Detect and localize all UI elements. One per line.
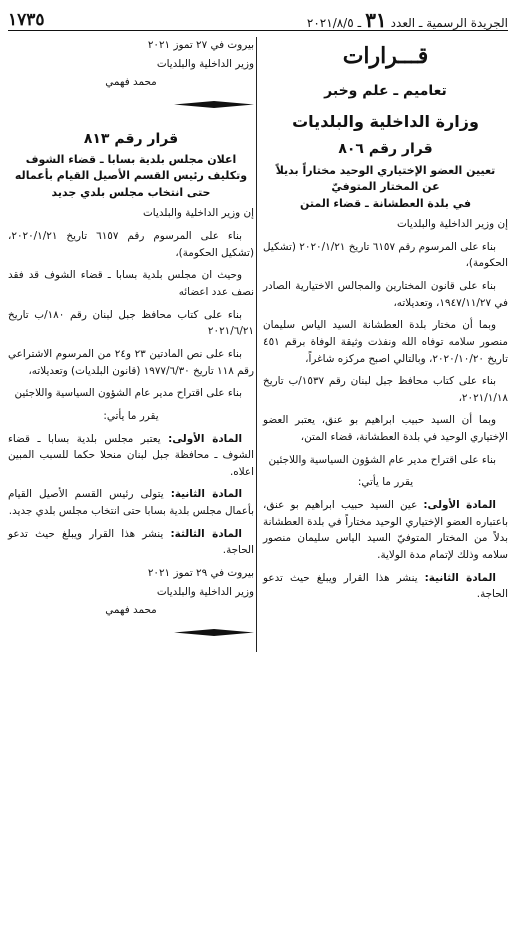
article-text: ينشر هذا القرار ويبلغ حيث تدعو الحاجة. [263, 571, 508, 601]
article [8, 526, 254, 559]
paragraph: بناء على قانون المختارين والمجالس الاختيارية الصادر في ١٩٤٧/١١/٢٧، وتعديلاته، [263, 279, 508, 309]
header-title [307, 10, 508, 30]
article-label: المادة الأولى: [423, 499, 496, 512]
signer-title: وزير الداخلية والبلديات [156, 585, 254, 598]
place-date: بيروت في ٢٧ تموز ٢٠٢١ [147, 39, 254, 51]
decision-number: قرار رقم ٨٠٦ [338, 141, 433, 158]
article-text: يعتبر مجلس بلدية بسابا ـ قضاء الشوف ـ محافظة جبل لبنان منحلا حكما للسبب المبين اعلاه. [8, 432, 254, 478]
place-date: بيروت في ٢٩ تموز ٢٠٢١ [147, 566, 254, 579]
page-number: ١٧٣٥ [8, 10, 45, 30]
decision-subject [263, 163, 508, 213]
section-title: قـــرارات [342, 43, 429, 69]
article-label: المادة الثالثة: [170, 527, 242, 540]
subject-line: تعيين العضو الإختياري الوحيد مختاراً بديلاً [275, 163, 496, 177]
subject-line: في بلدة العطشانة ـ قضاء المتن [299, 196, 472, 210]
subject-line: اعلان مجلس بلدية بسابا ـ قضاء الشوف [25, 152, 237, 166]
decides-heading: يقرر ما يأتي: [103, 409, 159, 422]
article-label: المادة الثانية: [424, 571, 496, 584]
subject-line: حتى انتخاب مجلس بلدي جديد [51, 185, 211, 199]
paragraph: بناء على اقتراح مدير عام الشؤون السياسية واللاجئين [14, 387, 242, 400]
paragraph: وبما أن السيد حبيب ابراهيم بو عنق، يعتبر العضو الإختياري الوحيد في بلدة العطشانة، قضاء المتن، [263, 414, 508, 444]
paragraph: إن وزير الداخلية والبلديات [143, 207, 254, 220]
subject-line: وتكليف رئيس القسم الأصيل القيام بأعماله [14, 169, 248, 183]
issue-date: ٢٠٢١/٨/٥ [306, 16, 354, 30]
paragraph: إن وزير الداخلية والبلديات [397, 218, 508, 231]
right-column [256, 37, 508, 652]
decides-heading: يقرر ما يأتي: [357, 476, 414, 489]
page-header [8, 4, 508, 31]
paragraph: بناء على المرسوم رقم ٦١٥٧ تاريخ ٢٠٢٠/١/٢١ (تشكيل الحكومة)، [263, 240, 508, 270]
ministry-title: وزارة الداخلية والبلديات [292, 111, 479, 131]
article [263, 570, 508, 603]
decision-subject [8, 152, 254, 202]
columns [8, 37, 508, 652]
subsection-title: تعاميم ـ علم وخبر [324, 83, 447, 100]
signer-name: محمد فهمي [105, 76, 157, 89]
article [263, 497, 508, 564]
signer-title: وزير الداخلية والبلديات [156, 57, 254, 70]
paragraph: بناء على المرسوم رقم ٦١٥٧ تاريخ ٢٠٢٠/١/٢١، (تشكيل الحكومة)، [8, 230, 254, 259]
subject-line: عن المختار المتوفيّ [331, 180, 440, 194]
paragraph: بناء على نص المادتين ٢٣ و٢٤ من المرسوم الاشتراعي رقم ١١٨ تاريخ ١٩٧٧/٦/٣٠ (قانون البلديات) وتعديلاته، [8, 347, 254, 377]
left-column [8, 37, 256, 652]
article-text: ينشر هذا القرار ويبلغ حيث تدعو الحاجة. [8, 527, 254, 557]
gazette-name: الجريدة الرسمية ـ العدد [390, 16, 508, 30]
article-label: المادة الأولى: [168, 432, 243, 445]
divider-ornament [174, 101, 254, 108]
issue-number: ٣١ [365, 8, 387, 32]
header-dash: ـ [357, 16, 362, 30]
paragraph: وبما أن مختار بلدة العطشانة السيد الياس سليمان منصور سلامه توفاه الله ونفذت وثيقة الوفاة برقم ٤٥١ تاريخ ٢٠٢٠/١٠/٢٠، وبالتالي اصبح مركزه شاغراً، [263, 319, 508, 365]
article-label: المادة الثانية: [170, 488, 243, 501]
paragraph: بناء على كتاب محافظ جبل لبنان رقم ١٥٣٧/ب تاريخ ٢٠٢١/١/١٨، [263, 375, 508, 404]
divider-ornament [174, 629, 254, 636]
paragraph: بناء على اقتراح مدير عام الشؤون السياسية واللاجئين [268, 453, 496, 466]
article-text: يتولى رئيس القسم الأصيل القيام بأعمال مجلس بلدية بسابا حتى انتخاب مجلس بلدي جديد. [8, 488, 254, 518]
article [8, 486, 254, 519]
paragraph: وحيث ان مجلس بلدية بسابا ـ قضاء الشوف قد فقد نصف عدد اعضائه [8, 269, 254, 299]
article [8, 431, 254, 481]
signer-name: محمد فهمي [105, 604, 157, 617]
decision-number: قرار رقم ٨١٣ [83, 130, 179, 147]
paragraph: بناء على كتاب محافظ جبل لبنان رقم ١٨٠/ب تاريخ ٢٠٢١/٦/٢١ [8, 308, 254, 338]
article-text: عين السيد حبيب ابراهيم بو عنق، باعتباره العضو الإختياري الوحيد مختاراً في بلدة العطشانة بدلاً من المختار المتوفيّ السيد الياس سليمان منصور سلامه وذلك لإتمام مدة الولاية. [263, 499, 508, 561]
